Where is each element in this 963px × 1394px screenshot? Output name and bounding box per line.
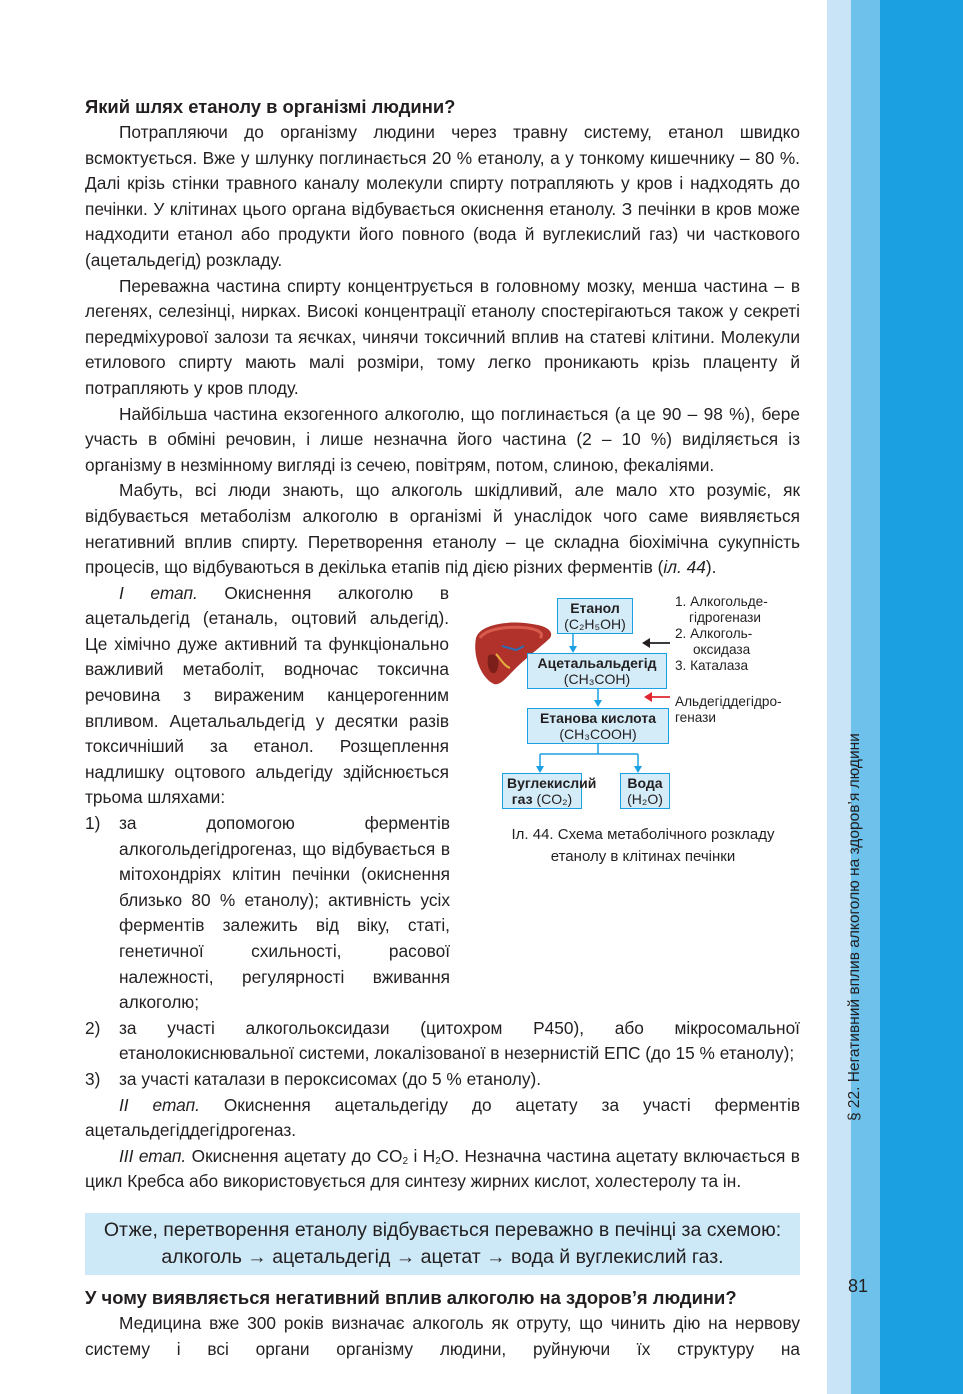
paragraph: Потрапляючи до організму людини через травну систему, етанол швидко всмоктується. Вже у шлунку поглинається 20 % етанолу, а у тонкому кишечнику – 80 %. Далі крізь стінки травного каналу молекули спирту потрапляють у кров і надходять до печінки. У клітинах цього органа відбувається окиснення етанолу. З печінки в кров може надходити етанол або продукти його повного (вода й вуглекислий газ) чи часткового (ацетальдегід) розкладу. xyxy=(85,122,800,270)
paragraph: Медицина вже 300 років визначає алкоголь як отруту, що чинить дію на нервову систему і всі органи організму людини, руйнуючи їх структуру на xyxy=(85,1312,800,1359)
enzyme-list-stage-1: 1. Алкогольде- гідрогенази 2. Алкоголь- оксидаза 3. Каталаза xyxy=(675,594,768,673)
running-header: § 22. Негативний вплив алкоголю на здоров’я людини xyxy=(846,733,863,1121)
box-acetic-acid: Етанова кислота (CH₃COOH) xyxy=(527,708,669,744)
list-item: 1) за допомогою ферментів алкогольдегідрогеназ, що відбувається в мітохондріях клітин печінки (окиснення близько 80 % етанолу); активність усіх ферментів залежить від віку, статі, генетичної схильності, расової належності, регулярності вживання алкоголю; xyxy=(85,813,450,1013)
summary-box: Отже, перетворення етанолу відбувається переважно в печінці за схемою: алкоголь → ацетальдегід → ацетат → вода й вуглекислий газ. xyxy=(85,1213,800,1275)
stage-1-label: I етап. xyxy=(119,582,198,603)
box-water: Вода (H₂O) xyxy=(620,773,670,809)
paragraph: Найбільша частина екзогенного алкоголю, що поглинається (а це 90 – 98 %), бере участь в обміні речовин, і лише незначна його частина (2 – 10 %) виділяється із організму в незмінному вигляді із сечею, повітрям, потом, слиною, фекаліями. xyxy=(85,403,800,475)
page-number: 81 xyxy=(848,1276,869,1296)
list-item: 3) за участі каталази в пероксисомах (до 5 % етанолу). xyxy=(85,1068,542,1089)
stage-3-paragraph: III етап. Окиснення ацетату до $CO_2$ і $H_2O$. Незначна частина ацетату включається в цикл Кребса або використовується для синтезу жирних кислот, холестеролу та ін. xyxy=(85,1145,800,1192)
stage-2-paragraph: II етап. Окиснення ацетальдегіду до ацетату за участі ферментів ацетальдегіддегідрогеназ. xyxy=(85,1094,800,1141)
figure-reference: іл. 44 xyxy=(663,557,706,578)
box-ethanol: Етанол (C₂H₅OH) xyxy=(557,598,633,634)
figure-44-ethanol-metabolism xyxy=(470,586,800,876)
stage-1-paragraph: I етап. Окиснення алкоголю в ацетальдегід (етаналь, оцтовий альдегід). Це хімічно дуже активний та функціонально важливий метаболіт, водночас токсична речовина з вираженим канцерогенним впливом. Ацетальальдегід у десятки разів токсичніший за етанол. Розщеплення надлишку оцтового альдегіду здійснюється трьома шляхами: xyxy=(85,582,449,808)
paragraph: Переважна частина спирту концентрується в головному мозку, менша частина – в легенях, селезінці, нирках. Високі концентрації етанолу спостерігаються також у секреті передміхурової залози та яєчках, чинячи токсичний вплив на статеві клітини. Молекули етилового спирту мають малі розміри, тому легко проникають крізь плаценту й потрапляють у кров плоду. xyxy=(85,275,800,398)
box-acetaldehyde: Ацетальальдегід (CH₃COH) xyxy=(527,653,667,689)
paragraph: Мабуть, всі люди знають, що алкоголь шкідливий, але мало хто розуміє, як відбувається метаболізм алкоголю в організмі й унаслідок чого саме виявляється негативний вплив спирту. Перетворення етанолу – це складна біохімічна сукупність процесів, що відбуваються в декілька етапів під дією різних ферментів (іл. 44). xyxy=(85,480,800,578)
figure-caption: Іл. 44. Схема метаболічного розкладу етанолу в клітинах печінки xyxy=(511,826,775,865)
sidebar-stripe-light xyxy=(827,0,851,1394)
enzyme-list-stage-2: Альдегіддегідро- генази xyxy=(675,694,782,725)
sidebar-stripe-dark xyxy=(851,0,880,1394)
sidebar-stripe-main xyxy=(880,0,963,1394)
section-heading-negative-effect: У чому виявляється негативний вплив алкоголю на здоров’я людини? xyxy=(85,1286,737,1308)
box-carbon-dioxide: Вуглекислий газ (CO₂) xyxy=(502,773,582,809)
section-heading-ethanol-path: Який шлях етанолу в організмі людини? xyxy=(85,96,456,117)
list-item: 2) за участі алкогольоксидази (цитохром P450), або мікросомальної етанолокиснювальної системи, локалізованої в незернистій ЕПС (до 15 % етанолу); xyxy=(85,1017,800,1064)
